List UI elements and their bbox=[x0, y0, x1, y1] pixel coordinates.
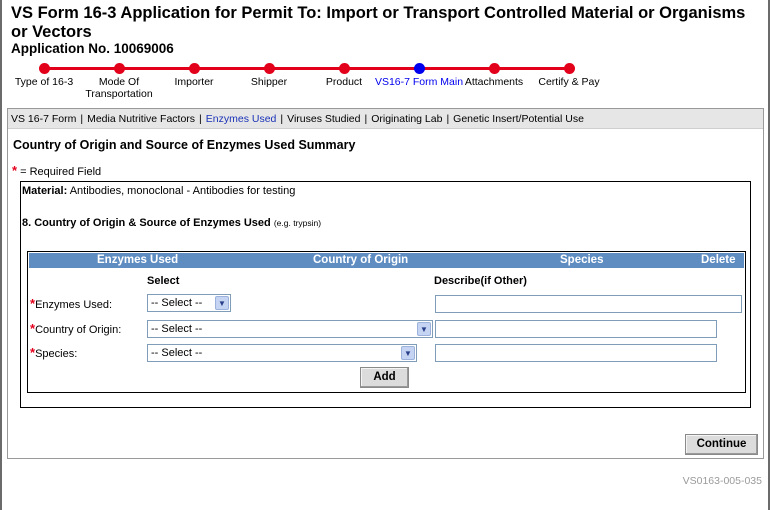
sub-navigation: VS 16-7 Form | Media Nutritive Factors | Enzymes Used | Viruses Studied | Originating Lab | Genetic Insert/Potential Use bbox=[8, 109, 763, 129]
subnav-enzymes-used[interactable]: Enzymes Used bbox=[205, 113, 277, 125]
country-of-origin-label: *Country of Origin: bbox=[30, 321, 122, 336]
step-dot bbox=[564, 63, 575, 74]
content-panel bbox=[7, 108, 764, 459]
required-field-text: = Required Field bbox=[20, 166, 102, 178]
question-text: 8. Country of Origin & Source of Enzymes Used bbox=[22, 217, 271, 229]
step-dot bbox=[264, 63, 275, 74]
material-label: Material: bbox=[22, 185, 68, 197]
col-delete: Delete bbox=[701, 254, 736, 266]
page-code: VS0163-005-035 bbox=[682, 475, 762, 487]
col-species: Species bbox=[560, 254, 604, 266]
col-country-of-origin: Country of Origin bbox=[313, 254, 409, 266]
step-dot bbox=[39, 63, 50, 74]
subnav-viruses-studied[interactable]: Viruses Studied bbox=[287, 113, 361, 125]
required-asterisk-icon: * bbox=[30, 296, 36, 311]
step-dot-current bbox=[414, 63, 425, 74]
summary-table-header bbox=[29, 253, 744, 268]
country-of-origin-describe-input[interactable] bbox=[435, 320, 717, 338]
step-certify-and-pay[interactable] bbox=[524, 60, 614, 88]
country-of-origin-select[interactable]: -- Select -- ▼ bbox=[147, 320, 433, 338]
enzymes-used-describe-input[interactable] bbox=[435, 295, 742, 313]
chevron-down-icon: ▼ bbox=[215, 296, 229, 310]
chevron-down-icon: ▼ bbox=[401, 346, 415, 360]
chevron-down-icon: ▼ bbox=[417, 322, 431, 336]
step-dot bbox=[114, 63, 125, 74]
enzymes-used-label: *Enzymes Used: bbox=[30, 296, 113, 311]
enzymes-used-select[interactable]: -- Select -- ▼ bbox=[147, 294, 231, 312]
step-label: Mode Of Transportation bbox=[85, 76, 153, 100]
step-label: Product bbox=[325, 76, 363, 88]
describe-header: Describe(if Other) bbox=[434, 275, 527, 287]
required-asterisk-icon: * bbox=[30, 321, 36, 336]
continue-button[interactable]: Continue bbox=[685, 434, 758, 455]
subnav-genetic-insert[interactable]: Genetic Insert/Potential Use bbox=[453, 113, 584, 125]
enzymes-grid bbox=[27, 251, 746, 393]
species-select[interactable]: -- Select -- ▼ bbox=[147, 344, 417, 362]
step-dot bbox=[189, 63, 200, 74]
progress-steps bbox=[0, 60, 770, 104]
step-label: Type of 16-3 bbox=[14, 76, 74, 88]
application-number: Application No. 10069006 bbox=[11, 41, 174, 56]
material-value: Antibodies, monoclonal - Antibodies for testing bbox=[69, 185, 296, 197]
add-button[interactable]: Add bbox=[360, 367, 409, 388]
step-label: Importer bbox=[174, 76, 214, 88]
required-field-note bbox=[12, 163, 101, 178]
step-label: VS16-7 Form Main bbox=[374, 76, 464, 88]
question-8 bbox=[22, 217, 321, 229]
step-dot bbox=[339, 63, 350, 74]
species-label: *Species: bbox=[30, 345, 78, 360]
select-header: Select bbox=[147, 275, 180, 287]
material-line bbox=[22, 185, 295, 197]
subnav-originating-lab[interactable]: Originating Lab bbox=[371, 113, 443, 125]
step-label: Attachments bbox=[464, 76, 524, 88]
required-asterisk-icon: * bbox=[30, 345, 36, 360]
step-label: Shipper bbox=[250, 76, 288, 88]
subnav-media-nutritive-factors[interactable]: Media Nutritive Factors bbox=[87, 113, 196, 125]
page-title: VS Form 16-3 Application for Permit To: Import or Transport Controlled Material or Organisms or Vectors bbox=[11, 4, 746, 41]
col-enzymes-used: Enzymes Used bbox=[97, 254, 179, 266]
question-example: (e.g. trypsin) bbox=[273, 218, 322, 228]
required-asterisk-icon: * bbox=[12, 163, 18, 178]
subnav-vs16-7-form[interactable]: VS 16-7 Form bbox=[11, 113, 77, 125]
step-label: Certify & Pay bbox=[538, 76, 600, 88]
species-describe-input[interactable] bbox=[435, 344, 717, 362]
section-title: Country of Origin and Source of Enzymes Used Summary bbox=[13, 138, 356, 152]
material-section bbox=[20, 181, 751, 408]
step-dot bbox=[489, 63, 500, 74]
